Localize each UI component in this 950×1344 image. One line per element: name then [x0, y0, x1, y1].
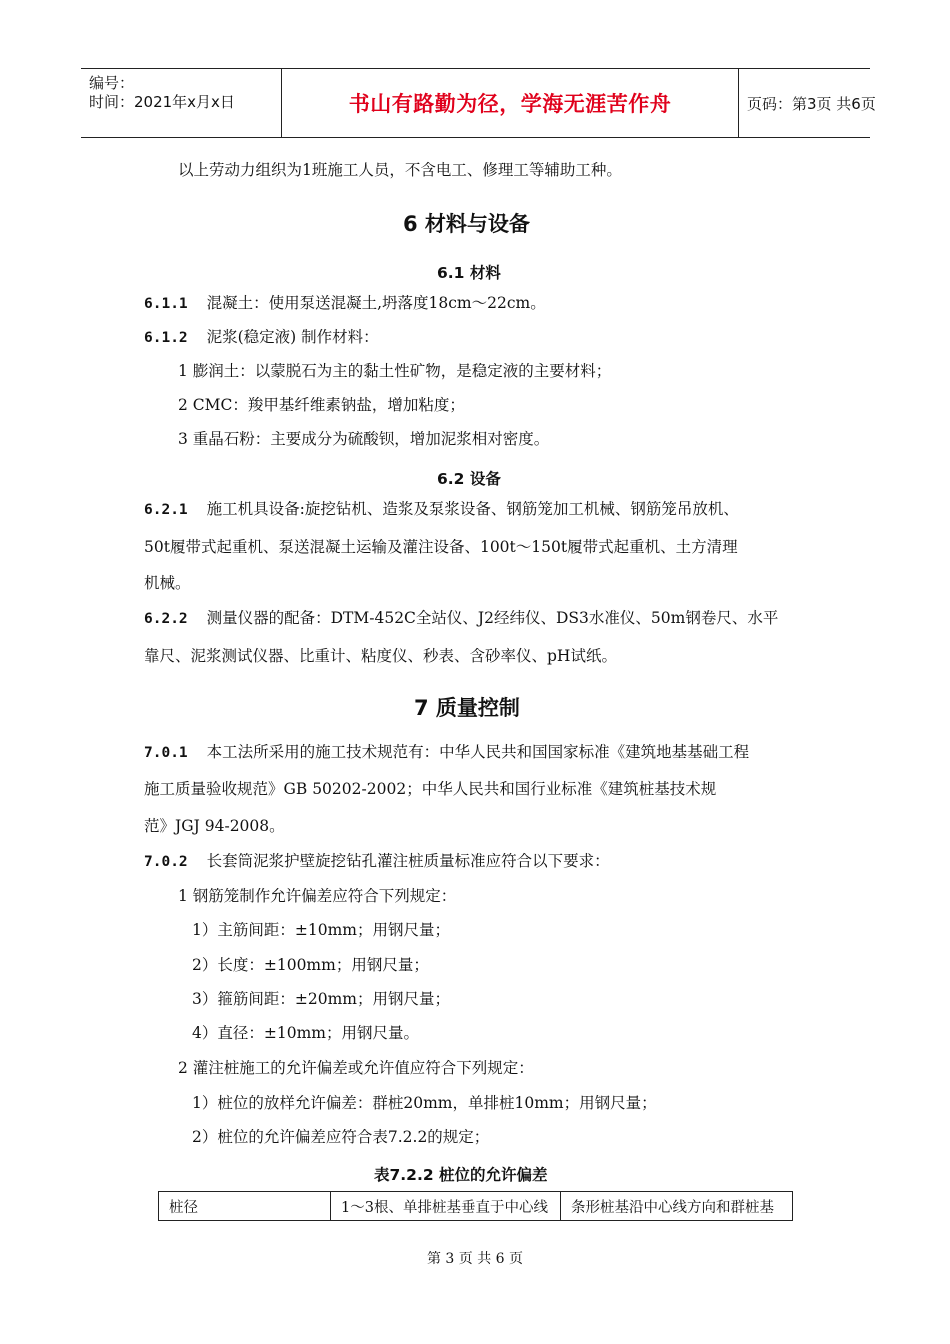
- paragraph-line: 施工质量验收规范》GB 50202-2002；中华人民共和国行业标准《建筑桩基技术规: [144, 780, 717, 798]
- list-item: 1 膨润土：以蒙脱石为主的黏土性矿物，是稳定液的主要材料；: [178, 362, 612, 380]
- section-6-1-title: 6.1 材料: [437, 264, 501, 282]
- paragraph-6-2-1: [144, 502, 739, 518]
- sub-list-item: 1）主筋间距：±10mm；用钢尺量；: [192, 921, 450, 939]
- header-motto: 书山有路勤为径，学海无涯苦作舟: [348, 92, 672, 116]
- sub-list-item: 2）长度：±100mm；用钢尺量；: [192, 956, 429, 974]
- paragraph-line: 范》JGJ 94-2008。: [144, 817, 285, 835]
- sub-list-item: 2）桩位的允许偏差应符合表7.2.2的规定；: [192, 1128, 490, 1146]
- paragraph-6-1-1: [144, 296, 546, 312]
- section-6-2-title: 6.2 设备: [437, 470, 501, 488]
- paragraph-7-0-2: [144, 854, 610, 870]
- paragraph-6-1-2: [144, 330, 379, 346]
- paragraph-line: 靠尺、泥浆测试仪器、比重计、粘度仪、秒表、含砂率仪、pH试纸。: [144, 647, 617, 665]
- document-number-label: 编号：: [89, 74, 135, 92]
- paragraph-number: 6.2.2: [144, 611, 188, 627]
- list-item: 2 CMC：羧甲基纤维素钠盐，增加粘度；: [178, 396, 465, 414]
- table-header-cell: 桩径: [159, 1192, 331, 1220]
- paragraph-7-0-1: [144, 745, 749, 761]
- paragraph-number: 6.1.2: [144, 330, 188, 346]
- paragraph-line: 50t履带式起重机、泵送混凝土运输及灌注设备、100t～150t履带式起重机、土方清理: [144, 538, 738, 556]
- list-item: 1 钢筋笼制作允许偏差应符合下列规定：: [178, 887, 457, 905]
- paragraph-text: 混凝土：使用泵送混凝土,坍落度18cm～22cm。: [206, 294, 546, 312]
- intro-text: 以上劳动力组织为1班施工人员，不含电工、修理工等辅助工种。: [178, 161, 622, 179]
- paragraph-text: 泥浆(稳定液) 制作材料：: [206, 328, 379, 346]
- paragraph-6-2-2: [144, 611, 778, 627]
- page-footer: 第 3 页 共 6 页: [426, 1251, 524, 1267]
- paragraph-number: 6.1.1: [144, 296, 188, 312]
- table-caption: 表7.2.2 桩位的允许偏差: [374, 1166, 548, 1184]
- sub-list-item: 3）箍筋间距：±20mm；用钢尺量；: [192, 990, 450, 1008]
- section-6-title: 6 材料与设备: [403, 212, 530, 236]
- paragraph-text: 长套筒泥浆护壁旋挖钻孔灌注桩质量标准应符合以下要求：: [206, 852, 610, 870]
- table-header-cell: 条形桩基沿中心线方向和群桩基: [571, 1199, 774, 1216]
- paragraph-text: 测量仪器的配备：DTM-452C全站仪、J2经纬仪、DS3水准仪、50m钢卷尺、水平: [206, 609, 779, 627]
- header-left-cell: [81, 69, 281, 137]
- paragraph-line: 机械。: [144, 574, 191, 592]
- paragraph-text: 本工法所采用的施工技术规范有：中华人民共和国国家标准《建筑地基基础工程: [206, 743, 750, 761]
- pile-position-table: [158, 1191, 793, 1221]
- sub-list-item: 4）直径：±10mm；用钢尺量。: [192, 1024, 419, 1042]
- paragraph-text: 施工机具设备:旋挖钻机、造浆及泵浆设备、钢筋笼加工机械、钢筋笼吊放机、: [206, 500, 739, 518]
- document-date-label: 时间：2021年x月x日: [89, 93, 235, 111]
- paragraph-number: 6.2.1: [144, 502, 188, 518]
- section-7-title: 7 质量控制: [414, 696, 520, 720]
- list-item: 2 灌注桩施工的允许偏差或允许值应符合下列规定：: [178, 1059, 534, 1077]
- list-item: 3 重晶石粉：主要成分为硫酸钡，增加泥浆相对密度。: [178, 430, 550, 448]
- header-page-info: 页码：第3页 共6页: [747, 94, 876, 113]
- paragraph-number: 7.0.2: [144, 854, 188, 870]
- table-header-cell: 1～3根、单排桩基垂直于中心线: [331, 1192, 561, 1220]
- header-motto-cell: [281, 69, 739, 137]
- page-header: [81, 68, 876, 138]
- paragraph-number: 7.0.1: [144, 745, 188, 761]
- sub-list-item: 1）桩位的放样允许偏差：群桩20mm，单排桩10mm；用钢尺量；: [192, 1094, 657, 1112]
